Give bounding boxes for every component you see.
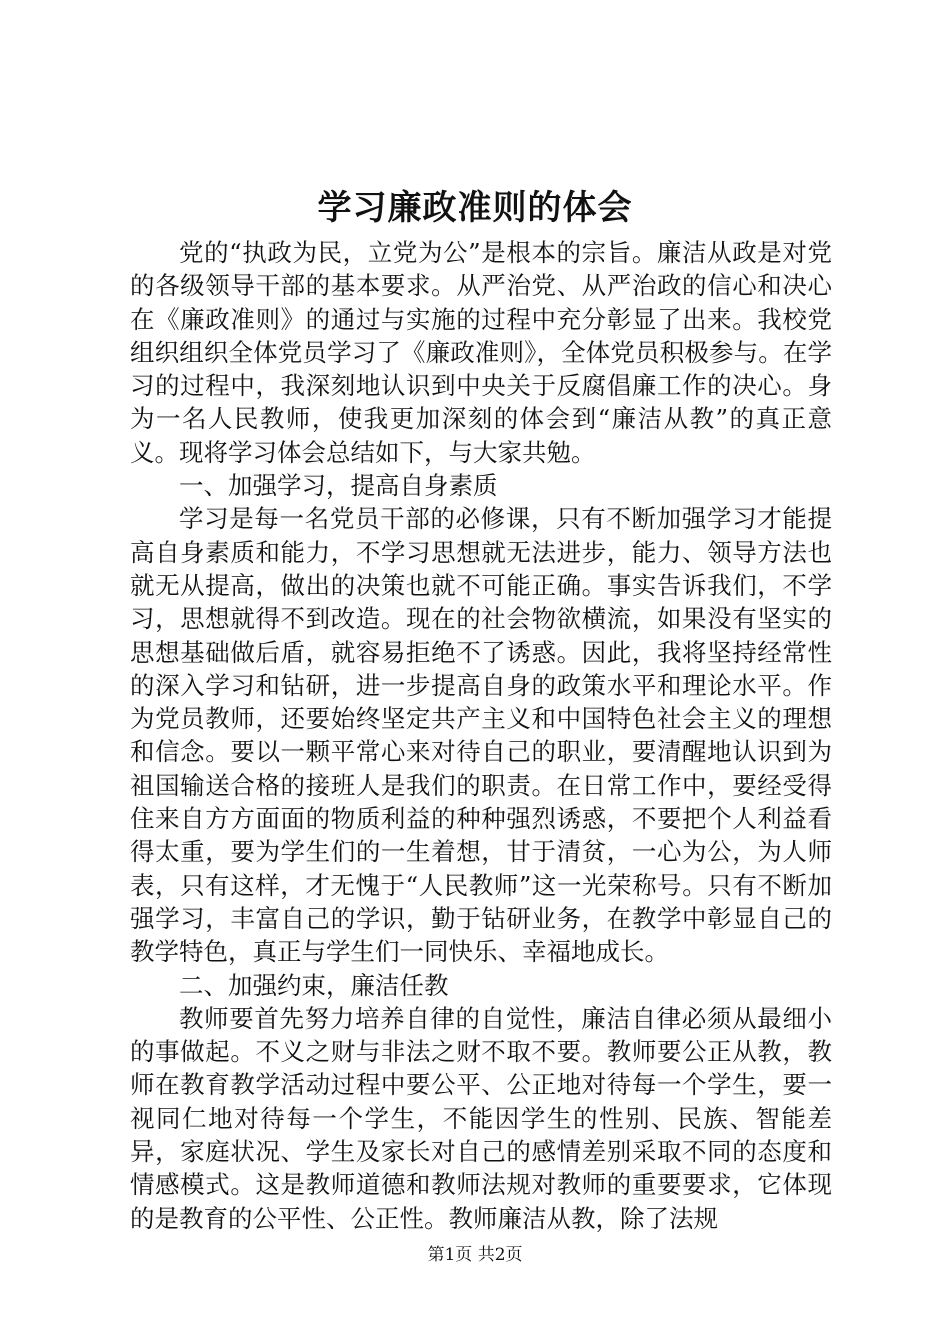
section-1-paragraph: 学习是每一名党员干部的必修课，只有不断加强学习才能提高自身素质和能力，不学习思想就无法进步，能力、领导方法也就无从提高，做出的决策也就不可能正确。事实告诉我们，不学习，思想就得不到改造。现在的社会物欲横流，如果没有坚实的思想基础做后盾，就容易拒绝不了诱惑。因此，我将坚持经常性的深入学习和钻研，进一步提高自身的政策水平和理论水平。作为党员教师，还要始终坚定共产主义和中国特色社会主义的理想和信念。要以一颗平常心来对待自己的职业，要清醒地认识到为祖国输送合格的接班人是我们的职责。在日常工作中，要经受得住来自方方面面的物质利益的种种强烈诱惑，不要把个人利益看得太重，要为学生们的一生着想，甘于清贫，一心为公，为人师表，只有这样，才无愧于“人民教师”这一光荣称号。只有不断加强学习，丰富自己的学识，勤于钻研业务，在教学中彰显自己的教学特色，真正与学生们一同快乐、幸福地成长。	[130, 504, 832, 967]
document-body	[130, 236, 832, 1235]
section-heading-2: 二、加强约束，廉洁任教	[179, 970, 449, 1000]
page-footer: 第1页 共2页	[427, 1245, 523, 1265]
intro-paragraph: 党的“执政为民，立党为公”是根本的宗旨。廉洁从政是对党的各级领导干部的基本要求。从严治党、从严治政的信心和决心在《廉政准则》的通过与实施的过程中充分彰显了出来。我校党组织组织全体党员学习了《廉政准则》，全体党员积极参与。在学习的过程中，我深刻地认识到中央关于反腐倡廉工作的决心。身为一名人民教师，使我更加深刻的体会到“廉洁从教”的真正意义。现将学习体会总结如下，与大家共勉。	[130, 238, 832, 467]
section-heading-1: 一、加强学习，提高自身素质	[179, 471, 498, 501]
section-2-paragraph: 教师要首先努力培养自律的自觉性，廉洁自律必须从最细小的事做起。不义之财与非法之财不取不要。教师要公正从教，教师在教育教学活动过程中要公平、公正地对待每一个学生，要一视同仁地对待每一个学生，不能因学生的性别、民族、智能差异，家庭状况、学生及家长对自己的感情差别采取不同的态度和情感模式。这是教师道德和教师法规对教师的重要要求，它体现的是教育的公平性、公正性。教师廉洁从教，除了法规	[130, 1003, 832, 1233]
document-title: 学习廉政准则的体会	[317, 188, 633, 228]
